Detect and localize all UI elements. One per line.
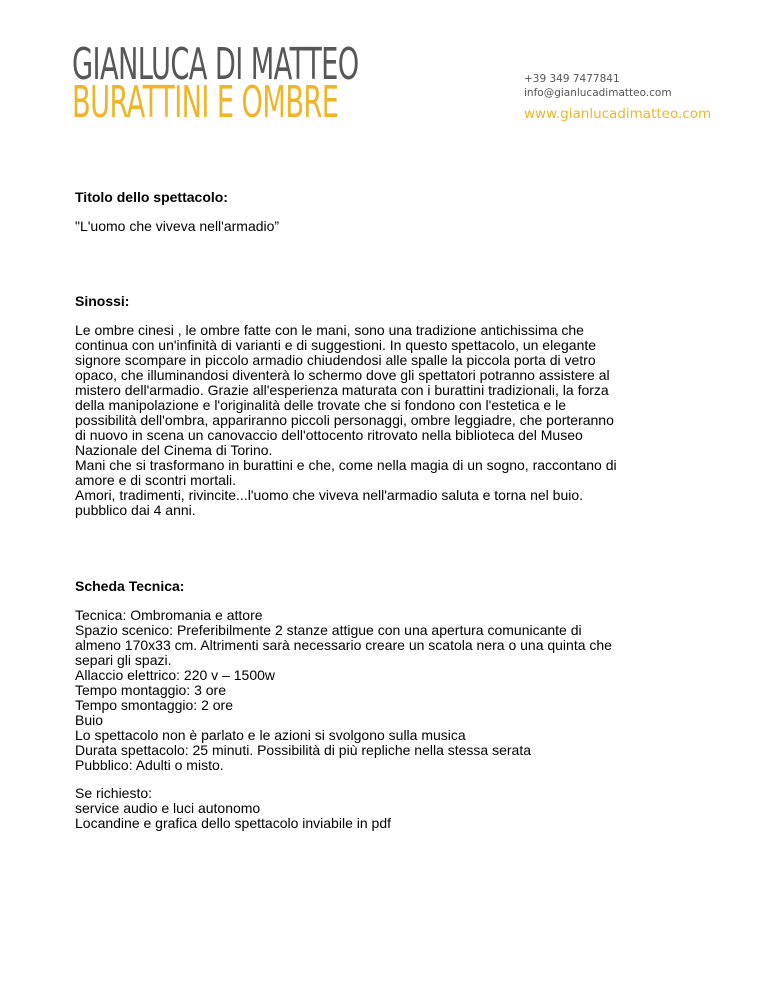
scheda-line: separi gli spazi. — [75, 652, 172, 668]
extra-line: service audio e luci autonomo — [75, 800, 261, 816]
scheda-line: almeno 170x33 cm. Altrimenti sarà necessario creare un scatola nera o una quinta che — [75, 637, 612, 653]
brand-subtitle: BURATTINI E OMBRE — [72, 77, 339, 128]
sinossi-line: della manipolazione e l'originalità delle trovate che si fondono con l'estetica e le — [75, 397, 566, 413]
scheda-line: Tempo smontaggio: 2 ore — [75, 697, 233, 713]
sinossi-heading: Sinossi: — [75, 293, 130, 309]
sinossi-line: mistero dell'armadio. Grazie all'esperienza maturata con i burattini tradizionali, la forza — [75, 382, 609, 398]
sinossi-line: Amori, tradimenti, rivincite...l'uomo che viveva nell'armadio saluta e torna nel buio. — [75, 487, 584, 503]
scheda-line: Buio — [75, 712, 104, 728]
email-address: info@gianlucadimatteo.com — [524, 87, 672, 99]
sinossi-line: Mani che si trasformano in burattini e che, come nella magia di un sogno, raccontano di — [75, 457, 617, 473]
sinossi-line: Nazionale del Cinema di Torino. — [75, 442, 273, 458]
scheda-line: Tecnica: Ombromania e attore — [75, 607, 263, 623]
sinossi-line: di nuovo in scena un canovaccio dell'ottocento ritrovato nella biblioteca del Museo — [75, 427, 583, 443]
scheda-line: Durata spettacolo: 25 minuti. Possibilità di più repliche nella stessa serata — [75, 742, 532, 758]
sinossi-line: possibilità dell'ombra, appariranno piccoli personaggi, ombre leggiadre, che porteranno — [75, 412, 614, 428]
sinossi-line: amore e di scontri mortali. — [75, 472, 237, 488]
website-link[interactable]: www.gianlucadimatteo.com — [524, 106, 712, 122]
sinossi-line: Le ombre cinesi , le ombre fatte con le mani, sono una tradizione antichissima che — [75, 322, 584, 338]
scheda-line: Spazio scenico: Preferibilmente 2 stanze attigue con una apertura comunicante di — [75, 622, 582, 638]
contact-block — [524, 72, 711, 124]
titolo-text: "L'uomo che viveva nell'armadio” — [75, 218, 280, 234]
brand-name: GIANLUCA DI MATTEO — [72, 39, 359, 90]
scheda-list — [75, 608, 695, 773]
titolo-heading: Titolo dello spettacolo: — [75, 189, 228, 205]
phone-number: +39 349 7477841 — [524, 73, 620, 85]
scheda-heading: Scheda Tecnica: — [75, 578, 185, 594]
scheda-line: Tempo montaggio: 3 ore — [75, 682, 226, 698]
scheda-line: Allaccio elettrico: 220 v – 1500w — [75, 667, 275, 683]
sinossi-paragraph — [75, 323, 695, 518]
scheda-line: Pubblico: Adulti o misto. — [75, 757, 224, 773]
letterhead — [72, 39, 534, 128]
extra-line: Locandine e grafica dello spettacolo inviabile in pdf — [75, 815, 391, 831]
sinossi-line: opaco, che illuminandosi diventerà lo schermo dove gli spettatori potranno assistere al — [75, 367, 610, 383]
sinossi-line: signore scompare in piccolo armadio chiudendosi alle spalle la piccola porta di vetro — [75, 352, 596, 368]
sinossi-line: continua con un'infinità di varianti e di suggestioni. In questo spettacolo, un elegante — [75, 337, 597, 353]
document-body — [75, 190, 695, 831]
extra-line: Se richiesto: — [75, 785, 153, 801]
extra-requirements — [75, 786, 695, 831]
sinossi-line: pubblico dai 4 anni. — [75, 502, 196, 518]
scheda-line: Lo spettacolo non è parlato e le azioni si svolgono sulla musica — [75, 727, 466, 743]
